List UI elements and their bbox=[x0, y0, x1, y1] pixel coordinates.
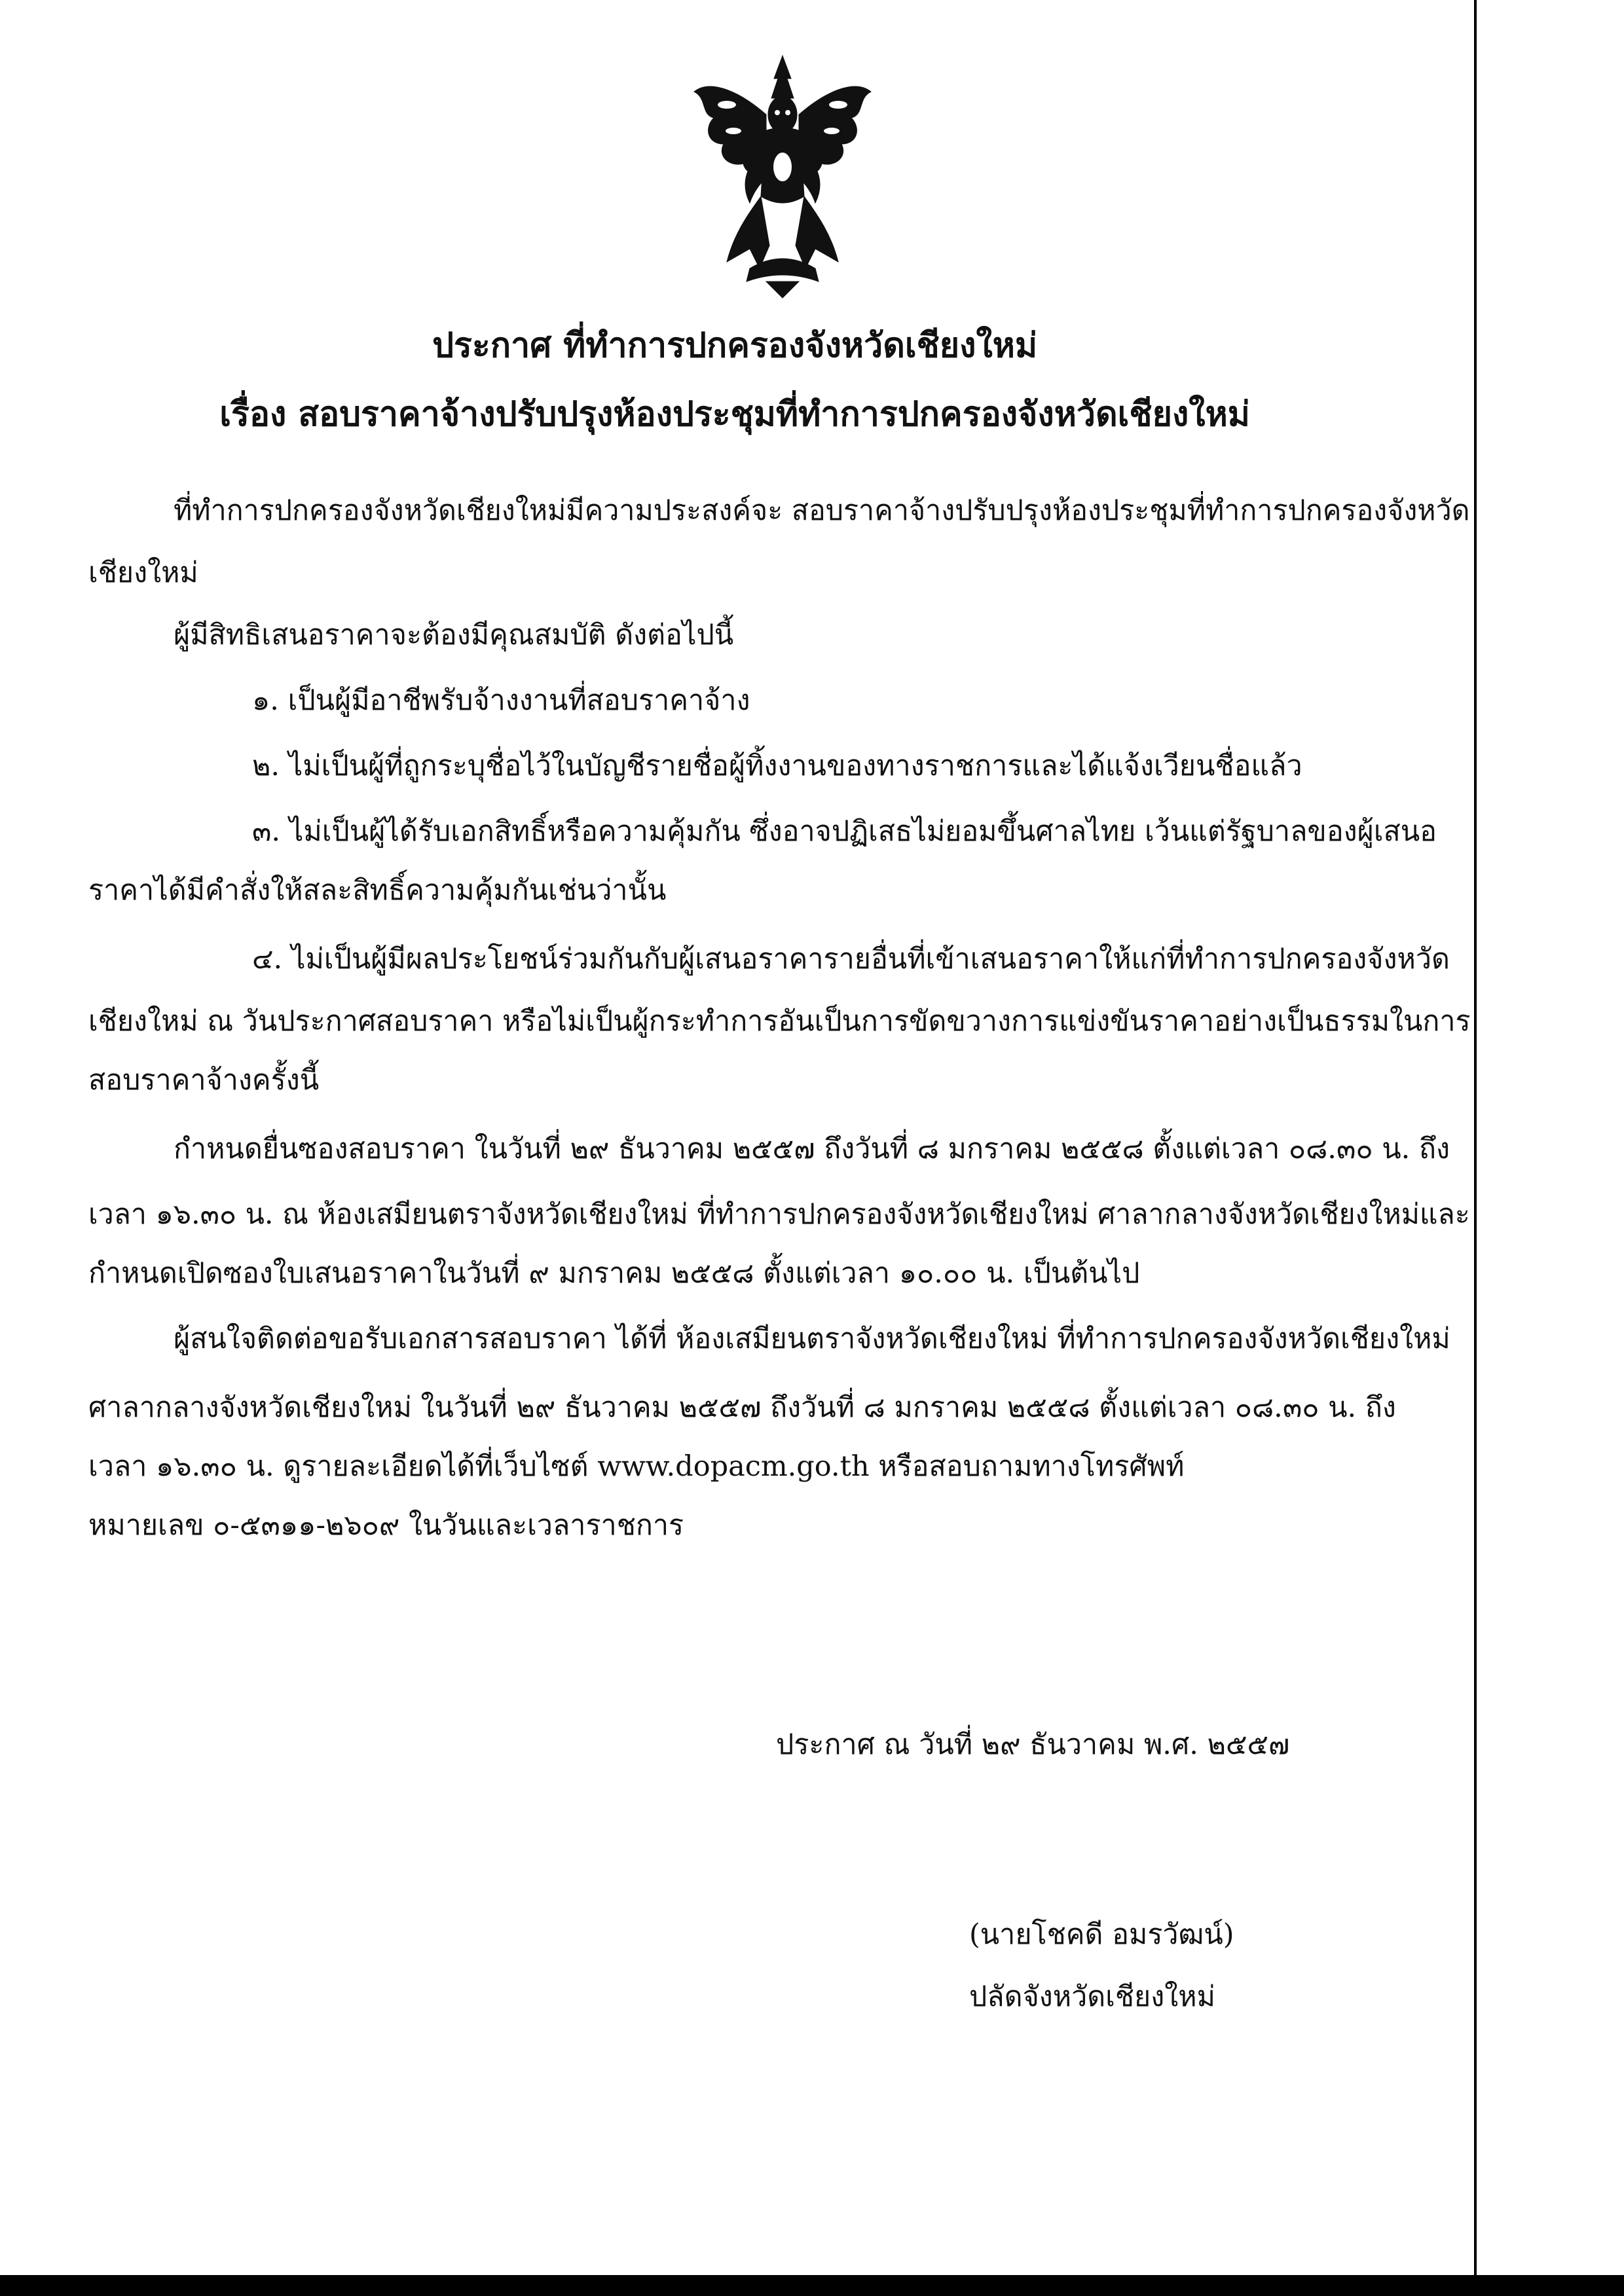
announce-date: ประกาศ ณ วันที่ ๒๙ ธันวาคม พ.ศ. ๒๕๕๗ bbox=[776, 1728, 1290, 1761]
qualification-item: ๔. ไม่เป็นผู้มีผลประโยชน์ร่วมกันกับผู้เสนอราคารายอื่นที่เข้าเสนอราคาให้แก่ที่ทำการปกครองจังหวัด bbox=[252, 943, 1450, 975]
body-line: ที่ทำการปกครองจังหวัดเชียงใหม่มีความประสงค์จะ สอบราคาจ้างปรับปรุงห้องประชุมที่ทำการปกครองจังหวัด bbox=[174, 494, 1470, 527]
qualification-item: ๑. เป็นผู้มีอาชีพรับจ้างงานที่สอบราคาจ้าง bbox=[252, 684, 750, 717]
signer-position: ปลัดจังหวัดเชียงใหม่ bbox=[969, 1980, 1215, 2013]
body-line: เวลา ๑๖.๓๐ น. ณ ห้องเสมียนตราจังหวัดเชียงใหม่ ที่ทำการปกครองจังหวัดเชียงใหม่ ศาลากลางจังหวัดเชียงใหม่และ bbox=[88, 1198, 1470, 1231]
scan-bottom-band bbox=[0, 2275, 1624, 2296]
body-line: ศาลากลางจังหวัดเชียงใหม่ ในวันที่ ๒๙ ธันวาคม ๒๕๕๗ ถึงวันที่ ๘ มกราคม ๒๕๕๘ ตั้งแต่เวลา ๐๘.๓๐ น. ถึง bbox=[88, 1391, 1396, 1424]
body-line: ราคาได้มีคำสั่งให้สละสิทธิ์ความคุ้มกันเช่นว่านั้น bbox=[88, 874, 667, 907]
garuda-emblem-icon bbox=[688, 52, 877, 301]
body-line: กำหนดยื่นซองสอบราคา ในวันที่ ๒๙ ธันวาคม ๒๕๕๗ ถึงวันที่ ๘ มกราคม ๒๕๕๘ ตั้งแต่เวลา ๐๘.๓๐ น. ถึง bbox=[174, 1133, 1450, 1165]
qualification-heading: ผู้มีสิทธิเสนอราคาจะต้องมีคุณสมบัติ ดังต่อไปนี้ bbox=[174, 619, 734, 651]
qualification-item: ๓. ไม่เป็นผู้ได้รับเอกสิทธิ์หรือความคุ้มกัน ซึ่งอาจปฏิเสธไม่ยอมขึ้นศาลไทย เว้นแต่รัฐบาลของผู้เสนอ bbox=[252, 815, 1437, 848]
body-line: ผู้สนใจติดต่อขอรับเอกสารสอบราคา ได้ที่ ห้องเสมียนตราจังหวัดเชียงใหม่ ที่ทำการปกครองจังหวัดเชียงใหม่ bbox=[174, 1322, 1450, 1355]
body-line: เชียงใหม่ bbox=[88, 556, 198, 589]
body-line: เวลา ๑๖.๓๐ น. ดูรายละเอียดได้ที่เว็บไซต์ www.dopacm.go.th หรือสอบถามทางโทรศัพท์ bbox=[88, 1450, 1185, 1483]
body-line: สอบราคาจ้างครั้งนี้ bbox=[88, 1064, 320, 1097]
signer-name: (นายโชคดี อมรวัฒน์) bbox=[969, 1918, 1234, 1951]
body-line: เชียงใหม่ ณ วันประกาศสอบราคา หรือไม่เป็นผู้กระทำการอันเป็นการขัดขวางการแข่งขันราคาอย่างเป็นธรรมในการ bbox=[88, 1005, 1471, 1038]
qualification-item: ๒. ไม่เป็นผู้ที่ถูกระบุชื่อไว้ในบัญชีรายชื่อผู้ทิ้งงานของทางราชการและได้แจ้งเวียนชื่อแล้ว bbox=[252, 750, 1302, 782]
body-line: หมายเลข ๐-๕๓๑๑-๒๖๐๙ ในวันและเวลาราชการ bbox=[88, 1509, 684, 1542]
document-title: ประกาศ ที่ทำการปกครองจังหวัดเชียงใหม่ bbox=[432, 325, 1038, 365]
document-subject: เรื่อง สอบราคาจ้างปรับปรุงห้องประชุมที่ทำการปกครองจังหวัดเชียงใหม่ bbox=[219, 394, 1250, 434]
scan-edge-line bbox=[1474, 0, 1477, 2296]
body-line: กำหนดเปิดซองใบเสนอราคาในวันที่ ๙ มกราคม ๒๕๕๘ ตั้งแต่เวลา ๑๐.๐๐ น. เป็นต้นไป bbox=[88, 1257, 1140, 1290]
